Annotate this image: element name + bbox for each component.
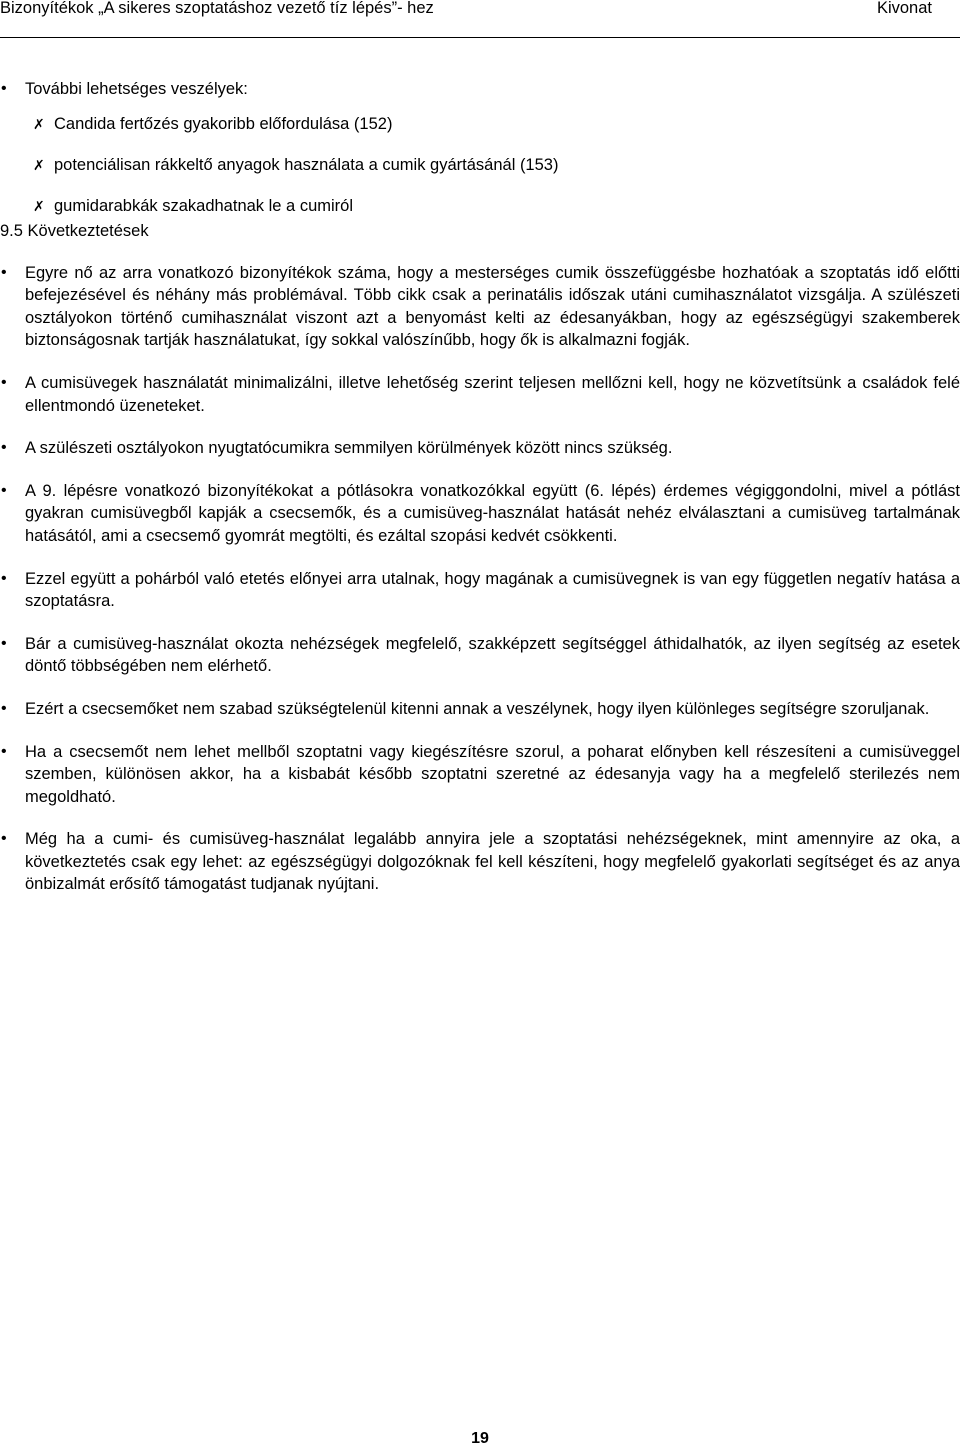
conclusion-text: Ezzel együtt a pohárból való etetés előnyei arra utalnak, hogy magának a cumisüvegnek is van egy független negatív hatása a szoptatásra. bbox=[25, 569, 960, 611]
conclusion-text: A 9. lépésre vonatkozó bizonyítékokat a pótlásokra vonatkozókkal együtt (6. lépés) érdemes végiggondolni, mivel a pótlást gyakran cumisüvegből kapják a csecsemők, és a cumisüveg-használat hatását nehéz elválasztani a cumisüveg tartalmának hatásától, ami a csecsemő gyomrát megtölti, és ezáltal szopási kedvét csökkenti. bbox=[25, 481, 960, 545]
conclusion-text: Egyre nő az arra vonatkozó bizonyítékok száma, hogy a mesterséges cumik összefüggésbe hozhatóak a szoptatás idő előtti befejezésével és néhány más problémával. Több cikk csak a perinatális időszak utáni cumihasználatot vizsgálja. A szülészeti osztályokon történő cumihasználat viszont azt a benyomást kelti az édesanyákban, hogy az egészségügyi szakemberek biztonságosnak tartják használatukat, így sokkal valószínűbb, hogy ők is alkalmazni fogják. bbox=[25, 263, 960, 350]
cross-icon: ✗ bbox=[33, 197, 45, 214]
conclusion-item bbox=[0, 741, 960, 809]
conclusion-text: Bár a cumisüveg-használat okozta nehézségek megfelelő, szakképzett segítséggel áthidalhatók, az ilyen segítség az esetek döntő többségében nem elérhető. bbox=[25, 634, 960, 676]
bullet-icon: • bbox=[1, 481, 7, 499]
conclusion-item bbox=[0, 633, 960, 678]
conclusion-text: Ezért a csecsemőket nem szabad szükségtelenül kitenni annak a veszélynek, hogy ilyen különleges segítségre szoruljanak. bbox=[25, 699, 930, 718]
bullet-icon: • bbox=[1, 742, 7, 760]
bullet-icon: • bbox=[1, 263, 7, 281]
conclusion-text: A cumisüvegek használatát minimalizálni, illetve lehetőség szerint teljesen mellőzni kell, hogy ne közvetítsünk a családok felé ellentmondó üzeneteket. bbox=[25, 373, 960, 415]
intro-text: További lehetséges veszélyek: bbox=[25, 80, 248, 98]
risk-text: gumidarabkák szakadhatnak le a cumiról bbox=[54, 196, 353, 215]
bullet-icon: • bbox=[1, 569, 7, 587]
bullet-icon: • bbox=[1, 634, 7, 652]
risk-text: Candida fertőzés gyakoribb előfordulása (152) bbox=[54, 114, 393, 133]
risk-item bbox=[0, 113, 960, 135]
conclusion-item bbox=[0, 372, 960, 417]
bullet-icon: • bbox=[1, 373, 7, 391]
header-section-label: Kivonat bbox=[876, 0, 932, 17]
conclusion-item bbox=[0, 262, 960, 352]
bullet-icon: • bbox=[1, 830, 7, 848]
risk-list bbox=[0, 113, 960, 217]
document-body bbox=[0, 78, 960, 916]
conclusion-item bbox=[0, 828, 960, 896]
cross-icon: ✗ bbox=[33, 156, 45, 173]
page-number: 19 bbox=[471, 1430, 489, 1447]
risk-text: potenciálisan rákkeltő anyagok használata a cumik gyártásánál (153) bbox=[54, 155, 559, 174]
cross-icon: ✗ bbox=[33, 115, 45, 132]
bullet-icon: • bbox=[1, 699, 7, 717]
conclusion-text: A szülészeti osztályokon nyugtatócumikra semmilyen körülmények között nincs szükség. bbox=[25, 439, 673, 458]
risk-item bbox=[0, 154, 960, 176]
conclusion-item bbox=[0, 698, 960, 721]
conclusion-item bbox=[0, 437, 960, 460]
header-title: Bizonyítékok „A sikeres szoptatáshoz vezető tíz lépés”- hez bbox=[0, 0, 434, 17]
section-heading: 9.5 Következtetések bbox=[0, 221, 149, 240]
conclusions-list bbox=[0, 262, 960, 896]
intro-bullet bbox=[0, 78, 960, 101]
page-header bbox=[0, 0, 960, 38]
conclusion-item bbox=[0, 480, 960, 548]
bullet-icon: • bbox=[1, 439, 7, 457]
conclusion-text: Ha a csecsemőt nem lehet mellből szoptatni vagy kiegészítésre szorul, a poharat előnyben kell részesíteni a cumisüveggel szemben, különösen akkor, ha a kisbabát később szoptatni szeretné az édesanyja vagy ha a megfelelő sterilezés nem megoldható. bbox=[25, 742, 960, 806]
conclusion-text: Még ha a cumi- és cumisüveg-használat legalább annyira jele a szoptatási nehézségeknek, mint amennyire az oka, a következtetés csak egy lehet: az egészségügyi dolgozóknak fel kell készíteni, hogy megfelelő gyakorlati segítséget és az anya önbizalmát erősítő támogatást tudjanak nyújtani. bbox=[25, 830, 960, 894]
bullet-icon: • bbox=[1, 80, 7, 97]
conclusion-item bbox=[0, 568, 960, 613]
risk-item bbox=[0, 195, 960, 217]
